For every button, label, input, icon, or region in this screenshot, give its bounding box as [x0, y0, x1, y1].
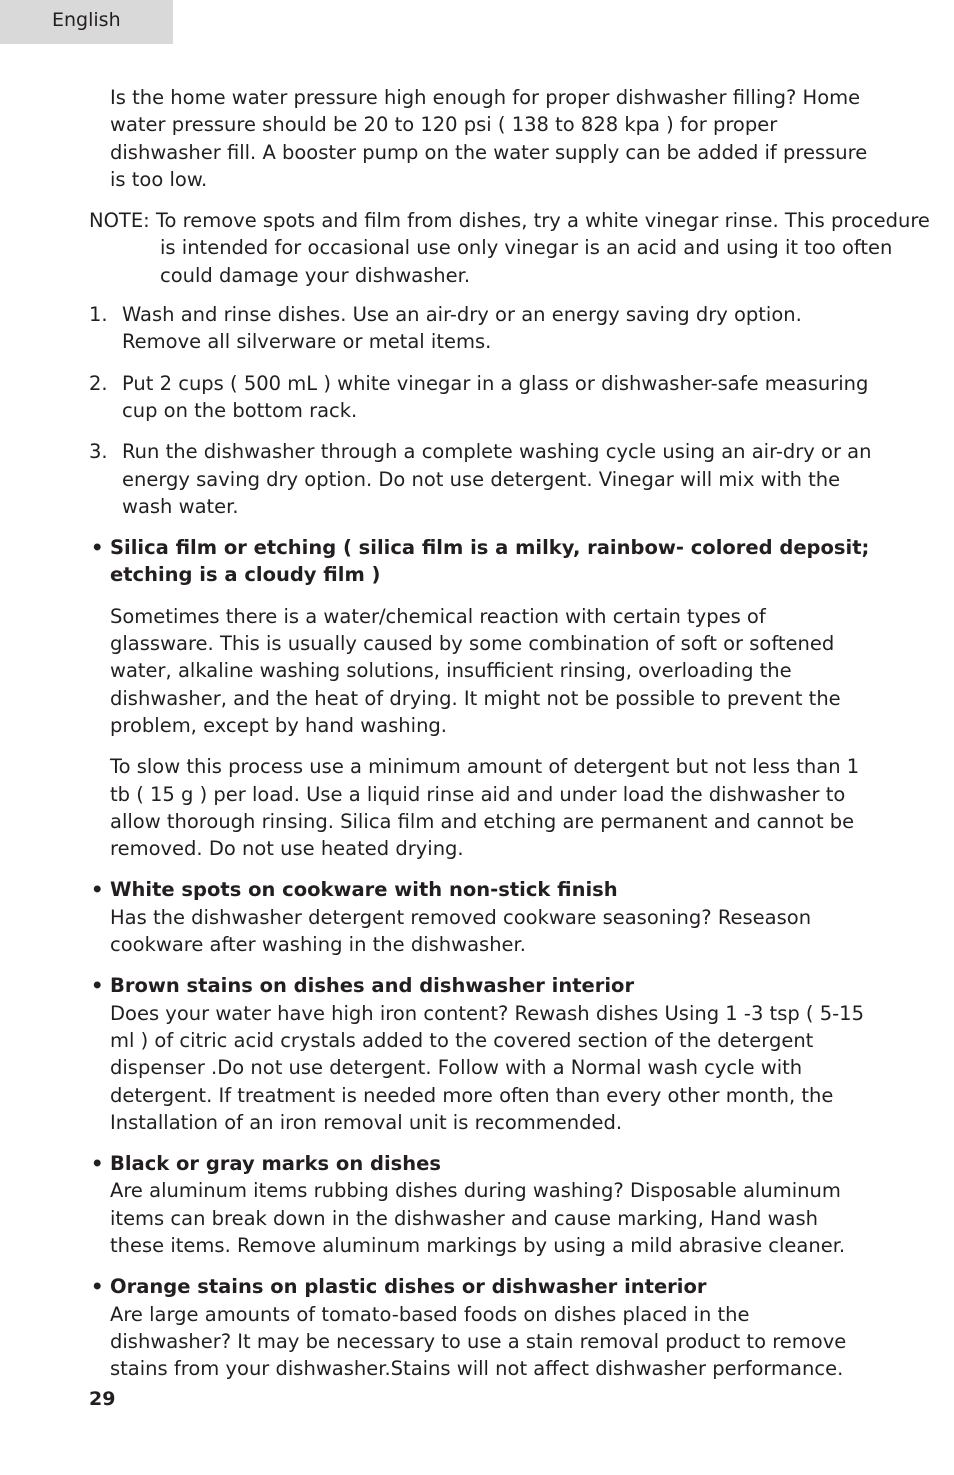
note-paragraph: NOTE: To remove spots and film from dishes, try a white vinegar rinse. This procedure is intended for occasional use only vinegar is an acid and using it too often could damage your dishwasher.	[89, 209, 930, 287]
step-text: Wash and rinse dishes. Use an air-dry or an energy saving dry option. Remove all silverware or metal items.	[122, 303, 802, 354]
bullet-marker: •	[91, 974, 104, 998]
language-tab: English	[0, 0, 173, 44]
intro-paragraph: Is the home water pressure high enough for proper dishwasher filling? Home water pressure should be 20 to 120 psi ( 138 to 828 kpa ) for proper dishwasher fill. A booster pump on the water supply can be added if pressure is too low.	[110, 86, 868, 191]
section-orange-stains	[91, 1273, 870, 1382]
bullet-marker: •	[91, 1275, 104, 1299]
section-paragraph: Sometimes there is a water/chemical reaction with certain types of glassware. This is usually caused by some combination of soft or softened water, alkaline washing solutions, insufficient rinsing, overloading the dishwasher, and the heat of drying. It might not be possible to prevent the problem, except by hand washing.	[110, 604, 841, 737]
section-heading: Silica film or etching ( silica film is a milky, rainbow- colored deposit; etching is a cloudy film )	[110, 536, 870, 587]
step-number: 1.	[89, 303, 108, 327]
section-brown-stains	[91, 972, 870, 1136]
section-body: Has the dishwasher detergent removed cookware seasoning? Reseason cookware after washing in the dishwasher.	[110, 905, 812, 957]
section-heading: Black or gray marks on dishes	[110, 1152, 441, 1176]
page-content	[0, 84, 954, 1396]
section-silica-film	[91, 534, 870, 589]
section-body: Does your water have high iron content? Rewash dishes Using 1 -3 tsp ( 5-15 ml ) of citric acid crystals added to the covered section of the detergent dispenser .Do not use detergent. Follow with a Normal wash cycle with detergent. If treatment is needed more often than every other month, the Installation of an iron removal unit is recommended.	[110, 1001, 864, 1134]
section-heading: Orange stains on plastic dishes or dishwasher interior	[110, 1275, 707, 1299]
section-body: Are aluminum items rubbing dishes during washing? Disposable aluminum items can break down in the dishwasher and cause marking, Hand wash these items. Remove aluminum markings by using a mild abrasive cleaner.	[110, 1179, 846, 1257]
section-heading: Brown stains on dishes and dishwasher interior	[110, 974, 635, 998]
section-black-marks	[91, 1150, 870, 1259]
step-text: Run the dishwasher through a complete washing cycle using an air-dry or an energy saving dry option. Do not use detergent. Vinegar will mix with the wash water.	[122, 440, 872, 518]
bullet-marker: •	[91, 536, 104, 560]
section-body: Are large amounts of tomato-based foods on dishes placed in the dishwasher? It may be necessary to use a stain removal product to remove stains from your dishwasher.Stains will not affect dishwasher performance.	[110, 1302, 847, 1381]
step-text: Put 2 cups ( 500 mL ) white vinegar in a glass or dishwasher-safe measuring cup on the bottom rack.	[122, 371, 869, 422]
step-item	[89, 301, 872, 356]
section-heading: White spots on cookware with non-stick finish	[110, 878, 618, 902]
page-number: 29	[89, 1388, 116, 1410]
section-white-spots	[91, 876, 870, 958]
step-number: 2.	[89, 371, 108, 395]
step-item	[89, 438, 872, 520]
step-number: 3.	[89, 440, 108, 464]
section-paragraph: To slow this process use a minimum amount of detergent but not less than 1 tb ( 15 g ) per load. Use a liquid rinse aid and under load the dishwasher to allow thorough rinsing. Silica film and etching are permanent and cannot be removed. Do not use heated drying.	[110, 755, 860, 861]
bullet-marker: •	[91, 878, 104, 902]
step-item	[89, 370, 872, 425]
bullet-marker: •	[91, 1152, 104, 1176]
